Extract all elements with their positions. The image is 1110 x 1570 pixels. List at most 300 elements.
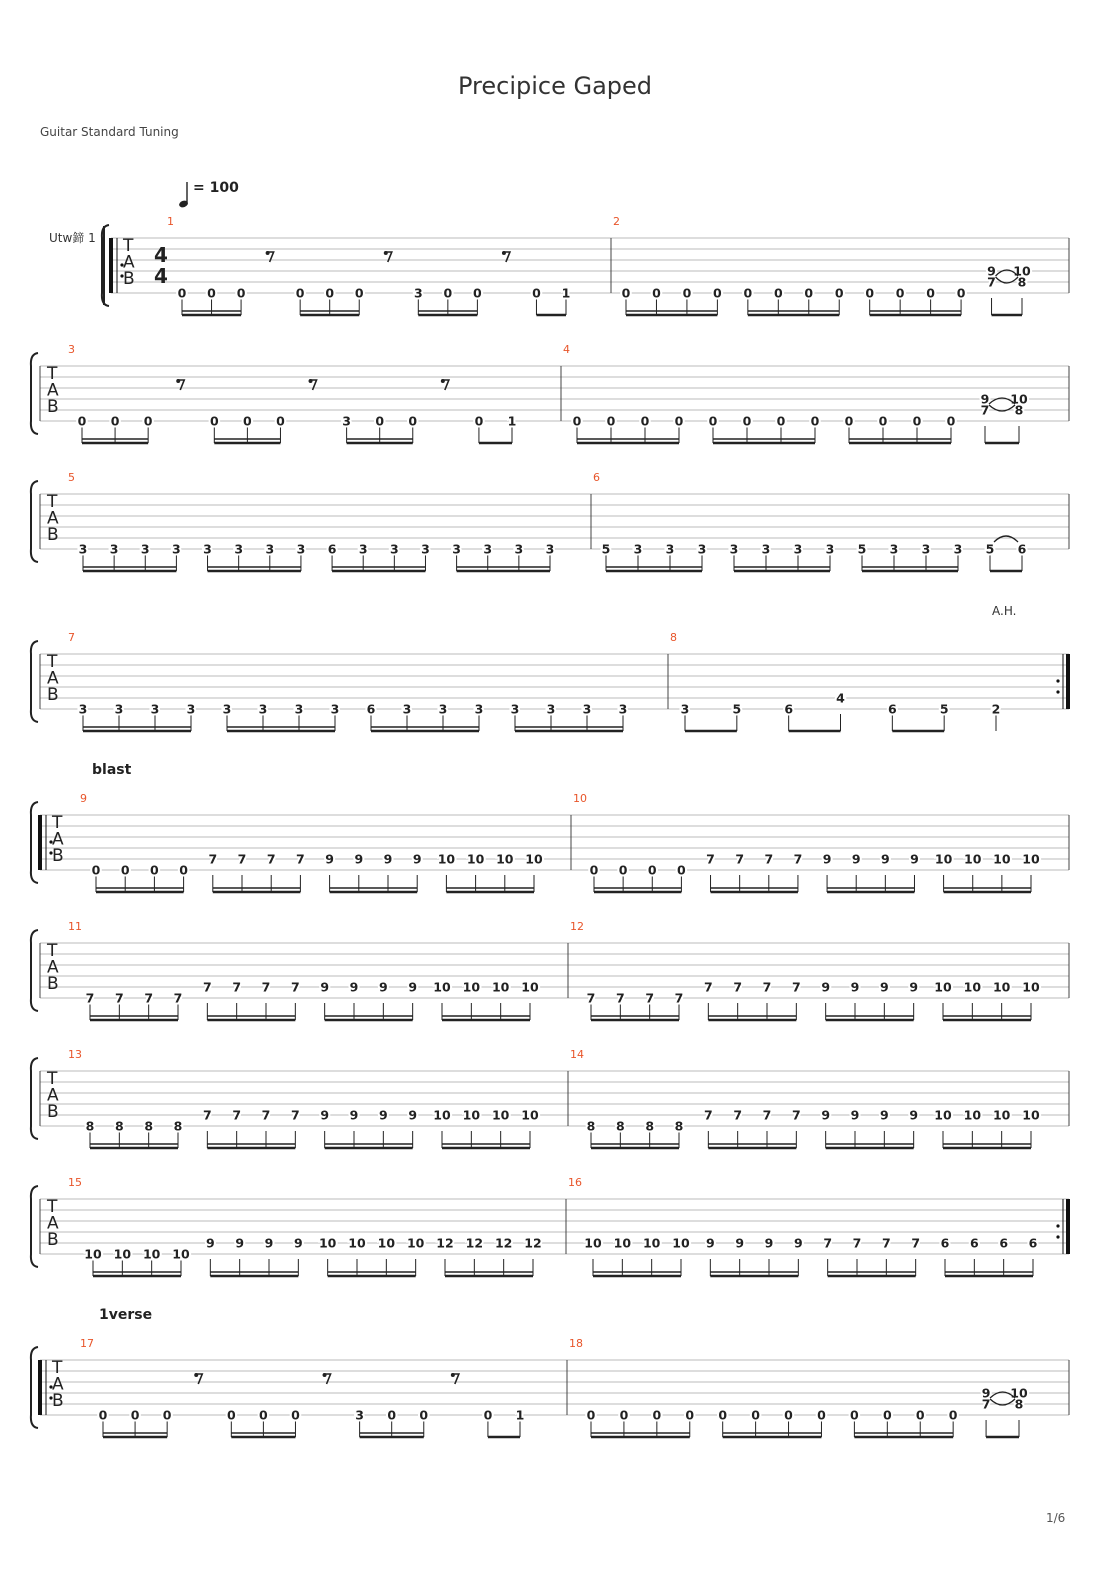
bar-number: 5	[68, 471, 75, 484]
fret-number: 9	[821, 1107, 831, 1123]
fret-number: 0	[354, 285, 364, 301]
fret-number: 7	[852, 1235, 862, 1251]
fret-number: 0	[647, 862, 657, 878]
fret-number: 0	[236, 285, 246, 301]
fret-number: 5	[601, 541, 611, 557]
tab-system	[31, 920, 1069, 1020]
fret-number: 8	[674, 1118, 684, 1134]
fret-number: 0	[150, 862, 159, 878]
tab-system	[31, 1176, 1069, 1276]
fret-number: 7	[674, 990, 684, 1006]
tab-system	[31, 1337, 1069, 1437]
fret-number: 3	[172, 541, 181, 557]
fret-number: 3	[953, 541, 963, 557]
fret-number: 3	[222, 701, 232, 717]
tab-clef-letter: B	[47, 1230, 59, 1250]
fret-number: 9	[793, 1235, 803, 1251]
tab-system	[102, 215, 1069, 315]
fret-number: 3	[510, 701, 520, 717]
fret-number: 3	[793, 541, 803, 557]
fret-number: 0	[743, 285, 753, 301]
fret-number: 7	[232, 1107, 242, 1123]
bar-number: 16	[568, 1176, 582, 1189]
fret-number: 3	[389, 541, 399, 557]
fret-number: 0	[948, 1407, 958, 1423]
fret-number: 3	[921, 541, 931, 557]
fret-number: 0	[243, 413, 252, 429]
fret-number: 0	[677, 862, 686, 878]
fret-number: 3	[150, 701, 160, 717]
fret-number: 7	[208, 851, 218, 867]
fret-number: 0	[817, 1407, 826, 1423]
tempo-marking: = 100	[193, 180, 239, 196]
eighth-rest	[451, 1373, 455, 1377]
fret-number: 3	[402, 701, 412, 717]
fret-number: 9	[349, 1107, 359, 1123]
tab-system	[31, 343, 1069, 443]
fret-number: 7	[202, 1107, 212, 1123]
fret-number: 10	[172, 1246, 190, 1262]
fret-number: 0	[804, 285, 814, 301]
fret-number: 0	[685, 1407, 695, 1423]
tab-clef-letter: T	[47, 652, 58, 672]
time-signature-denominator: 4	[154, 264, 168, 288]
fret-number: 9	[235, 1235, 245, 1251]
fret-number: 9	[378, 1107, 388, 1123]
fret-number: 0	[375, 413, 385, 429]
bar-number: 7	[68, 631, 75, 644]
tab-clef-letter: B	[47, 397, 59, 417]
fret-number: 8	[173, 1118, 183, 1134]
fret-number: 1	[561, 285, 571, 301]
fret-number: 9	[822, 851, 832, 867]
fret-number: 3	[421, 541, 430, 557]
tuning-label: Guitar Standard Tuning	[40, 125, 179, 139]
section-label-blast: blast	[92, 762, 132, 778]
fret-number: 9	[909, 1107, 919, 1123]
fret-number: 0	[276, 413, 285, 429]
fret-number: 10	[521, 979, 539, 995]
tab-clef-letter: A	[47, 957, 59, 978]
fret-number: 7	[586, 990, 596, 1006]
fret-number: 0	[718, 1407, 728, 1423]
fret-number: 7	[733, 1107, 743, 1123]
fret-number: 7	[881, 1235, 891, 1251]
fret-number: 7	[980, 402, 990, 418]
fret-number: 7	[762, 979, 772, 995]
fret-number: 2	[991, 701, 1001, 717]
fret-number: 10	[318, 1235, 337, 1251]
tab-clef-letter: T	[47, 492, 58, 512]
bar-number: 14	[570, 1048, 584, 1061]
tab-clef-letter: B	[47, 1102, 59, 1122]
fret-number: 0	[619, 1407, 629, 1423]
bar-number: 17	[80, 1337, 94, 1350]
fret-number: 10	[406, 1235, 425, 1251]
fret-number: 0	[844, 413, 854, 429]
fret-number: 0	[177, 285, 187, 301]
fret-number: 0	[652, 285, 661, 301]
fret-number: 0	[878, 413, 888, 429]
fret-number: 0	[473, 285, 482, 301]
fret-number: 12	[494, 1235, 513, 1251]
fret-number: 6	[969, 1235, 979, 1251]
fret-number: 0	[209, 413, 219, 429]
fret-number: 10	[1022, 851, 1040, 867]
fret-number: 8	[1014, 1396, 1024, 1412]
fret-number: 6	[366, 701, 376, 717]
fret-number: 9	[320, 979, 330, 995]
repeat-dot	[1056, 1224, 1059, 1227]
fret-number: 10	[992, 1107, 1011, 1123]
fret-number: 5	[985, 541, 995, 557]
bar-number: 18	[569, 1337, 583, 1350]
fret-number: 9	[325, 851, 334, 867]
fret-number: 3	[294, 701, 304, 717]
fret-number: 3	[633, 541, 643, 557]
fret-number: 0	[143, 413, 153, 429]
fret-number: 0	[621, 285, 631, 301]
fret-number: 9	[408, 979, 418, 995]
fret-number: 10	[1022, 1107, 1040, 1123]
bar-number: 12	[570, 920, 584, 933]
tab-clef-letter: A	[47, 1085, 59, 1106]
fret-number: 10	[992, 979, 1011, 995]
eighth-rest	[323, 1373, 327, 1377]
tab-clef-letter: T	[52, 813, 63, 833]
system-bracket	[31, 802, 38, 883]
fret-number: 10	[584, 1235, 602, 1251]
system-bracket	[31, 641, 38, 722]
fret-number: 7	[703, 1107, 713, 1123]
eighth-rest	[441, 379, 445, 383]
fret-number: 6	[784, 701, 794, 717]
fret-number: 0	[682, 285, 692, 301]
fret-number: 0	[606, 413, 616, 429]
fret-number: 0	[895, 285, 905, 301]
fret-number: 0	[713, 285, 722, 301]
fret-number: 0	[674, 413, 684, 429]
fret-number: 3	[474, 701, 484, 717]
tab-clef-letter: T	[123, 236, 134, 256]
tab-clef-letter: A	[52, 1374, 64, 1395]
fret-number: 3	[258, 701, 268, 717]
fret-number: 0	[91, 862, 101, 878]
fret-number: 6	[1028, 1235, 1038, 1251]
fret-number: 12	[524, 1235, 542, 1251]
fret-number: 6	[940, 1235, 950, 1251]
tab-clef-letter: A	[47, 380, 59, 401]
fret-number: 1	[515, 1407, 525, 1423]
fret-number: 9	[821, 979, 831, 995]
fret-number: 3	[825, 541, 835, 557]
fret-number: 7	[703, 979, 713, 995]
eighth-rest	[384, 251, 388, 255]
time-signature-numerator: 4	[154, 243, 168, 267]
fret-number: 0	[179, 862, 188, 878]
fret-number: 9	[349, 979, 359, 995]
fret-number: 10	[1010, 1385, 1028, 1401]
fret-number: 7	[261, 979, 271, 995]
fret-number: 7	[114, 990, 124, 1006]
fret-number: 7	[290, 979, 300, 995]
fret-number: 9	[205, 1235, 215, 1251]
fret-number: 0	[120, 862, 130, 878]
fret-number: 9	[909, 979, 919, 995]
repeat-dot	[1056, 690, 1059, 693]
fret-number: 8	[144, 1118, 154, 1134]
fret-number: 10	[348, 1235, 366, 1251]
fret-number: 9	[264, 1235, 274, 1251]
fret-number: 3	[114, 701, 124, 717]
fret-number: 4	[836, 690, 845, 706]
fret-number: 10	[496, 851, 514, 867]
fret-number: 9	[705, 1235, 715, 1251]
fret-number: 0	[640, 413, 650, 429]
tab-clef-letter: A	[123, 252, 135, 273]
tab-clef-letter: B	[47, 685, 59, 705]
fret-number: 3	[483, 541, 493, 557]
fret-number: 0	[483, 1407, 493, 1423]
fret-number: 9	[735, 1235, 745, 1251]
track-name: Utw鍗 1	[49, 231, 96, 245]
fret-number: 9	[383, 851, 393, 867]
tab-system	[31, 631, 1069, 731]
bar-number: 11	[68, 920, 82, 933]
fret-number: 5	[939, 701, 949, 717]
fret-number: 0	[773, 285, 783, 301]
fret-number: 10	[491, 979, 510, 995]
bar-number: 1	[167, 215, 174, 228]
fret-number: 0	[387, 1407, 397, 1423]
fret-number: 9	[980, 391, 990, 407]
fret-number: 3	[330, 701, 340, 717]
fret-number: 10	[433, 1107, 451, 1123]
fret-number: 7	[261, 1107, 271, 1123]
fret-number: 9	[880, 851, 890, 867]
fret-number: 7	[615, 990, 625, 1006]
fret-number: 9	[408, 1107, 418, 1123]
fret-number: 0	[708, 413, 718, 429]
fret-number: 12	[436, 1235, 454, 1251]
fret-number: 9	[987, 263, 996, 279]
tab-clef-letter: T	[47, 1197, 58, 1217]
fret-number: 3	[78, 541, 88, 557]
fret-number: 7	[791, 1107, 801, 1123]
system-bracket	[31, 930, 38, 1011]
tab-clef-letter: B	[52, 1391, 64, 1411]
fret-number: 3	[109, 541, 119, 557]
fret-number: 0	[776, 413, 786, 429]
fret-number: 3	[889, 541, 899, 557]
fret-number: 0	[325, 285, 335, 301]
fret-number: 10	[934, 851, 953, 867]
fret-number: 7	[762, 1107, 772, 1123]
fret-number: 5	[732, 701, 742, 717]
fret-number: 0	[572, 413, 582, 429]
fret-number: 10	[993, 851, 1011, 867]
bar-number: 15	[68, 1176, 82, 1189]
fret-number: 10	[963, 1107, 982, 1123]
fret-number: 7	[296, 851, 305, 867]
fret-number: 10	[964, 851, 982, 867]
fret-number: 0	[226, 1407, 236, 1423]
tab-clef-letter: T	[52, 1358, 63, 1378]
fret-number: 7	[266, 851, 276, 867]
fret-number: 10	[113, 1246, 132, 1262]
fret-number: 10	[466, 851, 485, 867]
fret-number: 0	[946, 413, 956, 429]
eighth-rest	[309, 379, 313, 383]
fret-number: 3	[342, 413, 351, 429]
fret-number: 0	[652, 1407, 662, 1423]
fret-number: 3	[514, 541, 524, 557]
fret-number: 12	[465, 1235, 484, 1251]
fret-number: 0	[882, 1407, 892, 1423]
fret-number: 3	[296, 541, 306, 557]
fret-number: 3	[697, 541, 707, 557]
fret-number: 0	[295, 285, 305, 301]
fret-number: 9	[981, 1385, 991, 1401]
fret-number: 0	[751, 1407, 760, 1423]
fret-number: 0	[419, 1407, 429, 1423]
fret-number: 1	[507, 413, 517, 429]
fret-number: 3	[545, 541, 555, 557]
fret-number: 0	[810, 413, 820, 429]
system-bracket	[31, 1058, 38, 1139]
fret-number: 0	[77, 413, 87, 429]
fret-number: 10	[672, 1235, 690, 1251]
fret-number: 3	[452, 541, 461, 557]
eighth-rest	[194, 1373, 198, 1377]
fret-number: 10	[433, 979, 451, 995]
tab-clef-letter: T	[47, 941, 58, 961]
tab-clef-letter: A	[47, 668, 59, 689]
fret-number: 10	[963, 979, 982, 995]
tab-system	[31, 1048, 1069, 1148]
bar-number: 4	[563, 343, 570, 356]
tab-clef-letter: T	[47, 1069, 58, 1089]
fret-number: 9	[764, 1235, 774, 1251]
fret-number: 7	[144, 990, 154, 1006]
fret-number: 8	[586, 1118, 596, 1134]
fret-number: 3	[546, 701, 556, 717]
fret-number: 3	[618, 701, 628, 717]
tab-clef-letter: A	[47, 508, 59, 529]
fret-number: 10	[521, 1107, 539, 1123]
fret-number: 10	[437, 851, 456, 867]
fret-number: 3	[761, 541, 771, 557]
slur-arc	[994, 536, 1018, 542]
fret-number: 8	[615, 1118, 625, 1134]
fret-number: 10	[1022, 979, 1040, 995]
fret-number: 9	[378, 979, 388, 995]
fret-number: 7	[645, 990, 655, 1006]
fret-number: 7	[793, 851, 803, 867]
tab-clef-letter: B	[47, 525, 59, 545]
bar-number: 9	[80, 792, 87, 805]
repeat-dot	[1056, 1235, 1059, 1238]
fret-number: 0	[98, 1407, 108, 1423]
fret-number: 10	[462, 1107, 481, 1123]
fret-number: 3	[355, 1407, 364, 1423]
fret-number: 7	[987, 274, 996, 290]
fret-number: 7	[911, 1235, 921, 1251]
fret-number: 3	[438, 701, 448, 717]
fret-number: 3	[665, 541, 675, 557]
fret-number: 9	[879, 979, 889, 995]
fret-number: 5	[857, 541, 867, 557]
page-title: Precipice Gaped	[457, 72, 653, 100]
bar-number: 8	[670, 631, 677, 644]
repeat-dot	[1056, 679, 1059, 682]
fret-number: 10	[491, 1107, 510, 1123]
fret-number: 7	[764, 851, 774, 867]
fret-number: 0	[618, 862, 628, 878]
fret-number: 10	[613, 1235, 632, 1251]
fret-number: 10	[642, 1235, 661, 1251]
fret-number: 0	[474, 413, 484, 429]
fret-number: 3	[203, 541, 212, 557]
fret-number: 0	[162, 1407, 172, 1423]
fret-number: 0	[742, 413, 752, 429]
fret-number: 8	[1017, 274, 1027, 290]
fret-number: 3	[78, 701, 88, 717]
fret-number: 6	[999, 1235, 1009, 1251]
fret-number: 0	[784, 1407, 793, 1423]
fret-number: 0	[259, 1407, 268, 1423]
fret-number: 9	[910, 851, 919, 867]
fret-number: 3	[680, 701, 690, 717]
fret-number: 3	[582, 701, 592, 717]
tab-clef-letter: B	[123, 269, 135, 289]
eighth-rest	[266, 251, 270, 255]
fret-number: 7	[706, 851, 715, 867]
tab-system	[31, 471, 1069, 571]
fret-number: 9	[320, 1107, 330, 1123]
eighth-rest	[176, 379, 180, 383]
fret-number: 9	[850, 1107, 860, 1123]
fret-number: 7	[202, 979, 212, 995]
artificial-harmonic-label: A.H.	[992, 604, 1017, 618]
fret-number: 10	[84, 1246, 102, 1262]
fret-number: 0	[532, 285, 541, 301]
fret-number: 9	[354, 851, 364, 867]
fret-number: 7	[981, 1396, 991, 1412]
fret-number: 0	[408, 413, 418, 429]
fret-number: 0	[589, 862, 599, 878]
fret-number: 9	[850, 979, 860, 995]
fret-number: 6	[327, 541, 337, 557]
eighth-rest	[502, 251, 506, 255]
fret-number: 0	[291, 1407, 300, 1423]
fret-number: 0	[130, 1407, 140, 1423]
fret-number: 10	[525, 851, 543, 867]
fret-number: 0	[443, 285, 453, 301]
fret-number: 10	[1010, 391, 1028, 407]
fret-number: 8	[114, 1118, 124, 1134]
fret-number: 7	[237, 851, 247, 867]
fret-number: 10	[934, 1107, 952, 1123]
fret-number: 10	[377, 1235, 396, 1251]
system-bracket	[31, 353, 38, 434]
fret-number: 10	[934, 979, 952, 995]
fret-number: 9	[879, 1107, 889, 1123]
section-label-1verse: 1verse	[99, 1307, 153, 1323]
bar-number: 13	[68, 1048, 82, 1061]
fret-number: 7	[85, 990, 95, 1006]
fret-number: 7	[733, 979, 743, 995]
